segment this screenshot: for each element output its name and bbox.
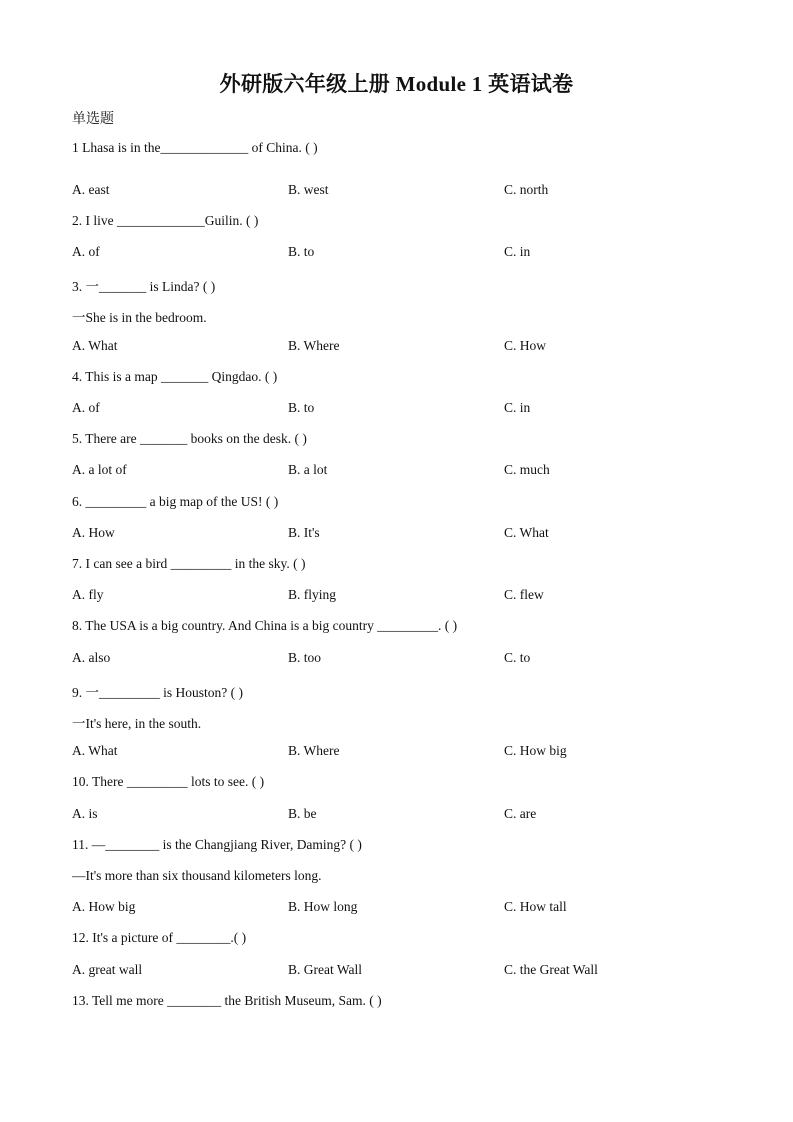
option-a: A. a lot of <box>72 462 127 477</box>
option-c: C. to <box>504 650 531 665</box>
question-text: 12. It's a picture of ________.( ) <box>72 930 247 945</box>
option-a: A. of <box>72 244 100 259</box>
question-text: 6. _________ a big map of the US! ( ) <box>72 494 279 509</box>
option-b: B. too <box>288 650 322 665</box>
options-row <box>72 806 752 826</box>
options-row <box>72 400 752 420</box>
question-text: 8. The USA is a big country. And China is a big country _________. ( ) <box>72 618 458 633</box>
options-row <box>72 650 752 670</box>
option-a: A. How <box>72 525 115 540</box>
option-b: B. west <box>288 182 329 197</box>
option-a: A. What <box>72 338 118 353</box>
option-c: C. much <box>504 462 550 477</box>
option-c: C. the Great Wall <box>504 962 598 977</box>
options-row <box>72 743 752 763</box>
question-text: 2. I live _____________Guilin. ( ) <box>72 213 259 228</box>
option-c: C. How tall <box>504 899 567 914</box>
option-b: B. a lot <box>288 462 328 477</box>
option-a: A. also <box>72 650 111 665</box>
question-text: 3. 一_______ is Linda? ( ) <box>72 279 216 294</box>
option-b: B. It's <box>288 525 320 540</box>
question-text: 9. 一_________ is Houston? ( ) <box>72 685 243 700</box>
option-c: C. What <box>504 525 549 540</box>
options-row <box>72 587 752 607</box>
option-a: A. What <box>72 743 118 758</box>
option-c: C. How big <box>504 743 567 758</box>
option-a: A. east <box>72 182 110 197</box>
question-text: 7. I can see a bird _________ in the sky. ( ) <box>72 556 306 571</box>
answer-line: 一She is in the bedroom. <box>72 310 207 325</box>
option-a: A. great wall <box>72 962 143 977</box>
option-b: B. to <box>288 244 315 259</box>
option-a: A. How big <box>72 899 136 914</box>
question-text: 1 Lhasa is in the_____________ of China. ( ) <box>72 140 318 155</box>
options-row <box>72 338 752 358</box>
option-a: A. is <box>72 806 98 821</box>
page-title: 外研版六年级上册 Module 1 英语试卷 <box>219 72 574 96</box>
option-c: C. flew <box>504 587 544 602</box>
option-c: C. in <box>504 400 531 415</box>
option-b: B. flying <box>288 587 337 602</box>
answer-line: —It's more than six thousand kilometers long. <box>72 868 322 883</box>
option-c: C. north <box>504 182 549 197</box>
options-row <box>72 462 752 482</box>
option-a: A. of <box>72 400 100 415</box>
answer-line: 一It's here, in the south. <box>72 716 202 731</box>
option-c: C. How <box>504 338 547 353</box>
question-text: 11. —________ is the Changjiang River, Daming? ( ) <box>72 837 362 852</box>
question-text: 10. There _________ lots to see. ( ) <box>72 774 265 789</box>
question-text: 4. This is a map _______ Qingdao. ( ) <box>72 369 278 384</box>
options-row <box>72 244 752 264</box>
option-b: B. Where <box>288 338 340 353</box>
option-b: B. Where <box>288 743 340 758</box>
options-row <box>72 525 752 545</box>
option-c: C. in <box>504 244 531 259</box>
option-c: C. are <box>504 806 537 821</box>
option-b: B. be <box>288 806 317 821</box>
options-row <box>72 962 752 982</box>
section-heading: 单选题 <box>72 112 114 127</box>
option-a: A. fly <box>72 587 104 602</box>
question-text: 13. Tell me more ________ the British Museum, Sam. ( ) <box>72 993 382 1008</box>
option-b: B. to <box>288 400 315 415</box>
options-row <box>72 899 752 919</box>
option-b: B. How long <box>288 899 358 914</box>
question-text: 5. There are _______ books on the desk. ( ) <box>72 431 307 446</box>
option-b: B. Great Wall <box>288 962 363 977</box>
options-row <box>72 182 752 202</box>
